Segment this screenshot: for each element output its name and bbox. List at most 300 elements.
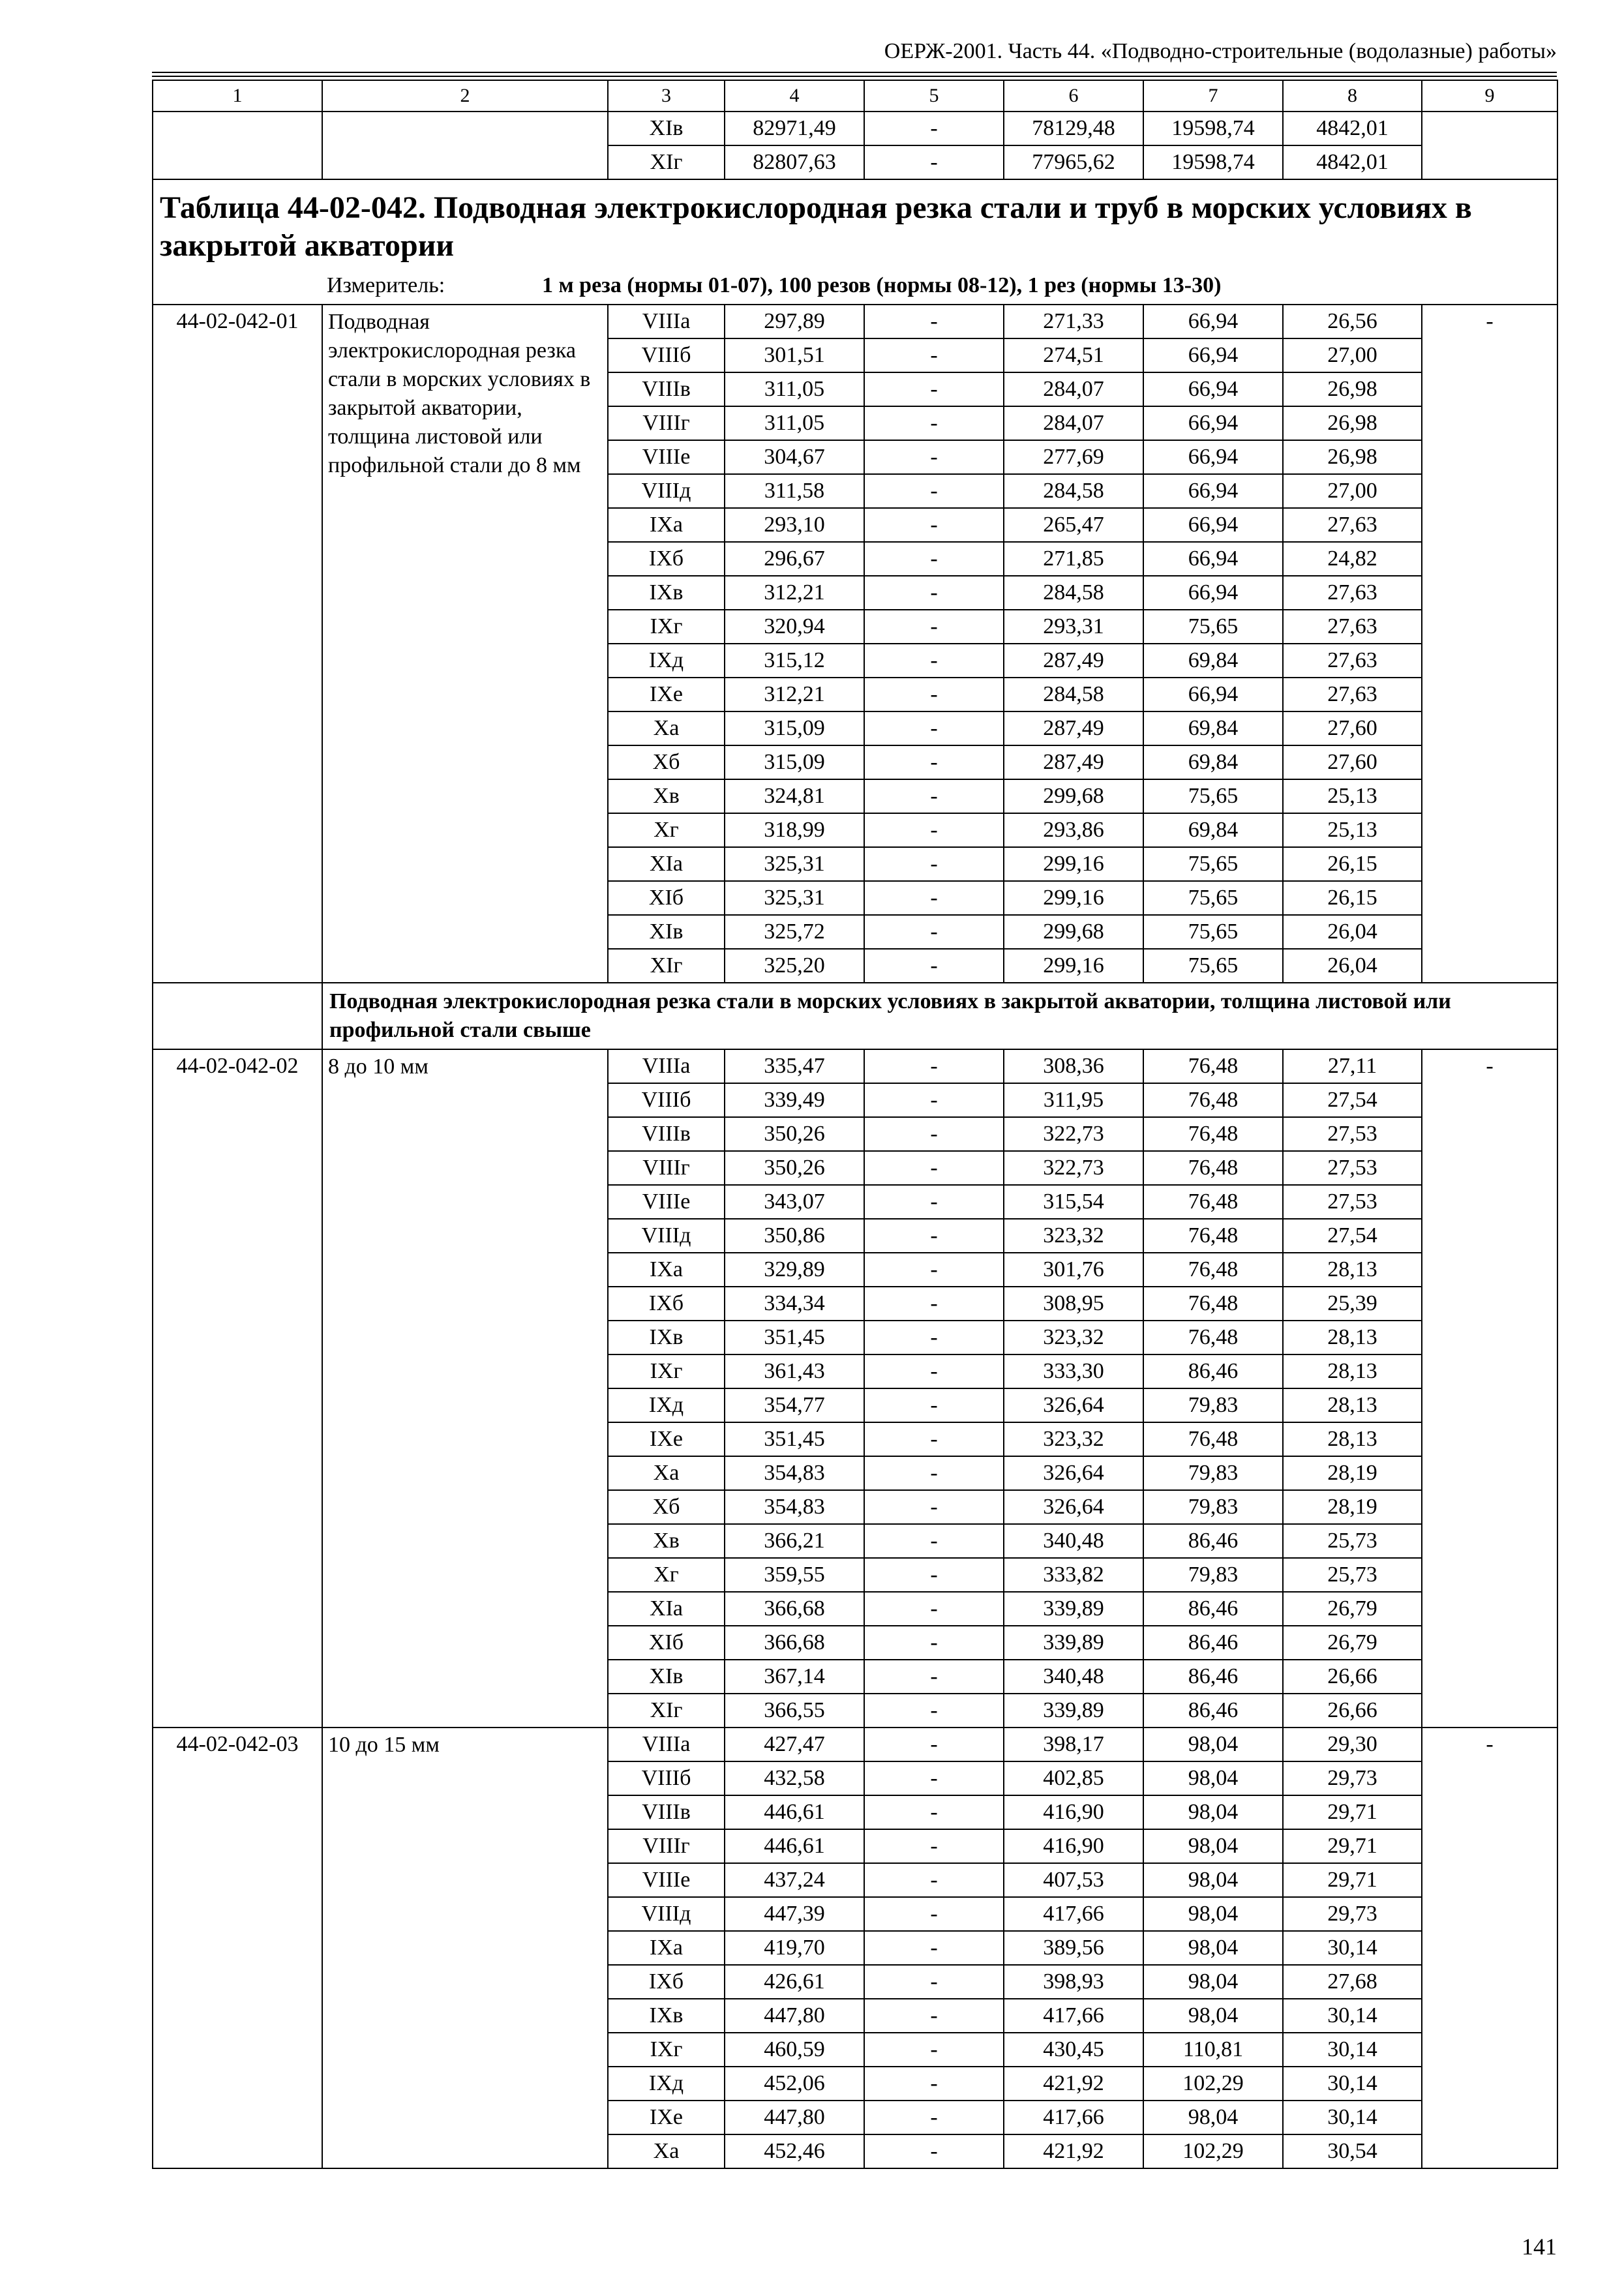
value-cell-col8: 25,73 bbox=[1283, 1558, 1422, 1592]
category-cell: VIIIе bbox=[608, 440, 725, 474]
value-cell-col4: 312,21 bbox=[725, 678, 864, 711]
value-cell-col8: 24,82 bbox=[1283, 542, 1422, 576]
category-cell: VIIIд bbox=[608, 1219, 725, 1253]
value-cell-col5: - bbox=[864, 1761, 1004, 1795]
value-cell-col8: 26,66 bbox=[1283, 1660, 1422, 1694]
value-cell-col5: - bbox=[864, 576, 1004, 610]
value-cell-col8: 26,98 bbox=[1283, 440, 1422, 474]
value-cell-col7: 76,48 bbox=[1143, 1083, 1283, 1117]
value-cell-col5: - bbox=[864, 1829, 1004, 1863]
value-cell-col7: 66,94 bbox=[1143, 372, 1283, 406]
value-cell-col6: 271,85 bbox=[1004, 542, 1143, 576]
category-cell: XIа bbox=[608, 847, 725, 881]
measure-value: 1 м реза (нормы 01-07), 100 резов (нормы 08-12), 1 рез (нормы 13-30) bbox=[542, 273, 1222, 297]
value-cell-col5: - bbox=[864, 2067, 1004, 2101]
norm-code-cell: 44-02-042-01 bbox=[153, 305, 322, 983]
value-cell-col5: - bbox=[864, 542, 1004, 576]
value-cell-col8: 26,04 bbox=[1283, 915, 1422, 949]
value-cell-col6: 299,16 bbox=[1004, 881, 1143, 915]
value-cell-col7: 86,46 bbox=[1143, 1354, 1283, 1388]
value-cell-col6: 322,73 bbox=[1004, 1117, 1143, 1151]
value-cell-col4: 366,21 bbox=[725, 1524, 864, 1558]
value-cell-col6: 315,54 bbox=[1004, 1185, 1143, 1219]
value-cell-col5: - bbox=[864, 881, 1004, 915]
value-cell-col5: - bbox=[864, 1694, 1004, 1728]
value-cell-col4: 447,80 bbox=[725, 2101, 864, 2134]
value-cell-col6: 326,64 bbox=[1004, 1456, 1143, 1490]
value-cell-col6: 284,58 bbox=[1004, 576, 1143, 610]
category-cell: VIIIг bbox=[608, 406, 725, 440]
value-cell-col6: 293,31 bbox=[1004, 610, 1143, 644]
category-cell: VIIIе bbox=[608, 1185, 725, 1219]
value-cell-col7: 75,65 bbox=[1143, 881, 1283, 915]
value-cell-col4: 419,70 bbox=[725, 1931, 864, 1965]
value-cell-col6: 339,89 bbox=[1004, 1592, 1143, 1626]
category-cell: IXв bbox=[608, 1321, 725, 1354]
value-cell-col4: 354,83 bbox=[725, 1456, 864, 1490]
value-cell-col5: - bbox=[864, 1287, 1004, 1321]
value-cell-col7: 76,48 bbox=[1143, 1049, 1283, 1083]
value-cell-col8: 26,98 bbox=[1283, 406, 1422, 440]
value-cell-col7: 86,46 bbox=[1143, 1626, 1283, 1660]
value-cell-col5: - bbox=[864, 372, 1004, 406]
value-cell-col4: 311,58 bbox=[725, 474, 864, 508]
category-cell: Xа bbox=[608, 711, 725, 745]
value-cell-col4: 437,24 bbox=[725, 1863, 864, 1897]
value-cell-col7: 110,81 bbox=[1143, 2033, 1283, 2067]
value-cell-col6: 308,95 bbox=[1004, 1287, 1143, 1321]
value-cell-col5: - bbox=[864, 915, 1004, 949]
value-cell-col6: 78129,48 bbox=[1004, 112, 1143, 145]
subheading-cell: Подводная электрокислородная резка стали в морских условиях в закрытой акватории, толщина листовой или профильной стали свыше bbox=[322, 983, 1557, 1049]
value-cell-col6: 287,49 bbox=[1004, 745, 1143, 779]
column-number: 5 bbox=[864, 80, 1004, 112]
value-cell-col5: - bbox=[864, 1388, 1004, 1422]
value-cell-col4: 311,05 bbox=[725, 372, 864, 406]
value-cell-col8: 4842,01 bbox=[1283, 145, 1422, 179]
value-cell-col5: - bbox=[864, 1626, 1004, 1660]
value-cell-col6: 333,30 bbox=[1004, 1354, 1143, 1388]
category-cell: XIв bbox=[608, 112, 725, 145]
value-cell-col5: - bbox=[864, 813, 1004, 847]
category-cell: VIIIа bbox=[608, 1049, 725, 1083]
category-cell: XIб bbox=[608, 881, 725, 915]
category-cell: VIIIа bbox=[608, 1728, 725, 1761]
value-cell-col7: 75,65 bbox=[1143, 949, 1283, 983]
value-cell-col6: 271,33 bbox=[1004, 305, 1143, 338]
value-cell-col8: 29,73 bbox=[1283, 1897, 1422, 1931]
value-cell-col4: 325,20 bbox=[725, 949, 864, 983]
value-cell-col6: 326,64 bbox=[1004, 1490, 1143, 1524]
category-cell: Xг bbox=[608, 813, 725, 847]
value-cell-col4: 351,45 bbox=[725, 1422, 864, 1456]
value-cell-col8: 26,15 bbox=[1283, 881, 1422, 915]
value-cell-col6: 323,32 bbox=[1004, 1321, 1143, 1354]
value-cell-col8: 4842,01 bbox=[1283, 112, 1422, 145]
column-number: 2 bbox=[322, 80, 608, 112]
value-cell-col4: 447,80 bbox=[725, 1999, 864, 2033]
value-cell-col4: 301,51 bbox=[725, 338, 864, 372]
value-cell-col8: 27,54 bbox=[1283, 1083, 1422, 1117]
table-row bbox=[153, 1728, 1557, 1761]
norm-code-cell: 44-02-042-03 bbox=[153, 1728, 322, 2168]
category-cell: Xб bbox=[608, 1490, 725, 1524]
value-cell-col4: 366,68 bbox=[725, 1626, 864, 1660]
value-cell-col5: - bbox=[864, 711, 1004, 745]
value-cell-col4: 452,46 bbox=[725, 2134, 864, 2168]
value-cell-col8: 27,53 bbox=[1283, 1151, 1422, 1185]
category-cell: IXа bbox=[608, 1253, 725, 1287]
value-cell-col6: 287,49 bbox=[1004, 644, 1143, 678]
value-cell-col5: - bbox=[864, 1592, 1004, 1626]
value-cell-col5: - bbox=[864, 678, 1004, 711]
category-cell: IXе bbox=[608, 1422, 725, 1456]
category-cell: VIIIб bbox=[608, 1761, 725, 1795]
page-number: 141 bbox=[1522, 2234, 1557, 2260]
value-cell-col5: - bbox=[864, 1558, 1004, 1592]
col9-cell bbox=[1422, 112, 1557, 179]
value-cell-col8: 28,19 bbox=[1283, 1456, 1422, 1490]
value-cell-col4: 361,43 bbox=[725, 1354, 864, 1388]
value-cell-col7: 66,94 bbox=[1143, 440, 1283, 474]
category-cell: Xв bbox=[608, 1524, 725, 1558]
category-cell: IXг bbox=[608, 2033, 725, 2067]
value-cell-col8: 30,14 bbox=[1283, 2033, 1422, 2067]
value-cell-col7: 69,84 bbox=[1143, 644, 1283, 678]
value-cell-col6: 293,86 bbox=[1004, 813, 1143, 847]
value-cell-col7: 98,04 bbox=[1143, 2101, 1283, 2134]
value-cell-col8: 28,13 bbox=[1283, 1253, 1422, 1287]
value-cell-col5: - bbox=[864, 1185, 1004, 1219]
value-cell-col8: 29,71 bbox=[1283, 1829, 1422, 1863]
value-cell-col8: 29,73 bbox=[1283, 1761, 1422, 1795]
category-cell: Xв bbox=[608, 779, 725, 813]
value-cell-col4: 343,07 bbox=[725, 1185, 864, 1219]
category-cell: IXб bbox=[608, 542, 725, 576]
value-cell-col8: 28,13 bbox=[1283, 1354, 1422, 1388]
value-cell-col6: 284,58 bbox=[1004, 678, 1143, 711]
value-cell-col6: 340,48 bbox=[1004, 1524, 1143, 1558]
category-cell: IXб bbox=[608, 1965, 725, 1999]
column-number: 7 bbox=[1143, 80, 1283, 112]
value-cell-col8: 26,79 bbox=[1283, 1626, 1422, 1660]
value-cell-col5: - bbox=[864, 1897, 1004, 1931]
value-cell-col4: 460,59 bbox=[725, 2033, 864, 2067]
value-cell-col7: 66,94 bbox=[1143, 305, 1283, 338]
value-cell-col4: 304,67 bbox=[725, 440, 864, 474]
value-cell-col4: 315,09 bbox=[725, 711, 864, 745]
value-cell-col7: 66,94 bbox=[1143, 678, 1283, 711]
value-cell-col8: 27,68 bbox=[1283, 1965, 1422, 1999]
value-cell-col5: - bbox=[864, 406, 1004, 440]
value-cell-col5: - bbox=[864, 2101, 1004, 2134]
value-cell-col6: 417,66 bbox=[1004, 1999, 1143, 2033]
value-cell-col4: 325,72 bbox=[725, 915, 864, 949]
category-cell: VIIIе bbox=[608, 1863, 725, 1897]
value-cell-col4: 354,83 bbox=[725, 1490, 864, 1524]
value-cell-col4: 312,21 bbox=[725, 576, 864, 610]
value-cell-col5: - bbox=[864, 1931, 1004, 1965]
value-cell-col6: 402,85 bbox=[1004, 1761, 1143, 1795]
value-cell-col7: 98,04 bbox=[1143, 1829, 1283, 1863]
column-number: 8 bbox=[1283, 80, 1422, 112]
value-cell-col7: 86,46 bbox=[1143, 1694, 1283, 1728]
value-cell-col5: - bbox=[864, 1253, 1004, 1287]
value-cell-col8: 30,14 bbox=[1283, 1931, 1422, 1965]
value-cell-col4: 367,14 bbox=[725, 1660, 864, 1694]
value-cell-col7: 79,83 bbox=[1143, 1558, 1283, 1592]
value-cell-col4: 334,34 bbox=[725, 1287, 864, 1321]
value-cell-col8: 25,13 bbox=[1283, 779, 1422, 813]
value-cell-col7: 98,04 bbox=[1143, 1728, 1283, 1761]
value-cell-col4: 351,45 bbox=[725, 1321, 864, 1354]
column-number: 3 bbox=[608, 80, 725, 112]
page-header: ОЕРЖ-2001. Часть 44. «Подводно-строительные (водолазные) работы» bbox=[884, 39, 1557, 63]
value-cell-col6: 284,07 bbox=[1004, 406, 1143, 440]
value-cell-col6: 339,89 bbox=[1004, 1626, 1143, 1660]
table-title: Таблица 44-02-042. Подводная электрокислородная резка стали и труб в морских условиях в закрытой акватории bbox=[160, 190, 1472, 263]
value-cell-col8: 27,11 bbox=[1283, 1049, 1422, 1083]
norm-code-cell: 44-02-042-02 bbox=[153, 1049, 322, 1728]
value-cell-col7: 79,83 bbox=[1143, 1456, 1283, 1490]
value-cell-col5: - bbox=[864, 2134, 1004, 2168]
value-cell-col8: 27,53 bbox=[1283, 1185, 1422, 1219]
value-cell-col4: 452,06 bbox=[725, 2067, 864, 2101]
value-cell-col5: - bbox=[864, 1321, 1004, 1354]
value-cell-col6: 421,92 bbox=[1004, 2134, 1143, 2168]
value-cell-col7: 69,84 bbox=[1143, 711, 1283, 745]
column-number: 1 bbox=[153, 80, 322, 112]
value-cell-col7: 86,46 bbox=[1143, 1592, 1283, 1626]
col9-cell: - bbox=[1422, 1728, 1557, 2168]
category-cell: XIг bbox=[608, 949, 725, 983]
category-cell: XIб bbox=[608, 1626, 725, 1660]
value-cell-col8: 30,54 bbox=[1283, 2134, 1422, 2168]
value-cell-col5: - bbox=[864, 610, 1004, 644]
value-cell-col6: 333,82 bbox=[1004, 1558, 1143, 1592]
subheading-empty-cell bbox=[153, 983, 322, 1049]
value-cell-col5: - bbox=[864, 1219, 1004, 1253]
value-cell-col4: 329,89 bbox=[725, 1253, 864, 1287]
value-cell-col6: 398,93 bbox=[1004, 1965, 1143, 1999]
value-cell-col4: 297,89 bbox=[725, 305, 864, 338]
value-cell-col7: 75,65 bbox=[1143, 847, 1283, 881]
value-cell-col8: 28,13 bbox=[1283, 1388, 1422, 1422]
category-cell: XIв bbox=[608, 915, 725, 949]
value-cell-col6: 398,17 bbox=[1004, 1728, 1143, 1761]
value-cell-col8: 26,79 bbox=[1283, 1592, 1422, 1626]
value-cell-col7: 66,94 bbox=[1143, 542, 1283, 576]
category-cell: IXб bbox=[608, 1287, 725, 1321]
value-cell-col6: 77965,62 bbox=[1004, 145, 1143, 179]
value-cell-col7: 75,65 bbox=[1143, 915, 1283, 949]
value-cell-col7: 66,94 bbox=[1143, 338, 1283, 372]
measure-label: Измеритель: bbox=[327, 273, 445, 297]
value-cell-col7: 76,48 bbox=[1143, 1287, 1283, 1321]
value-cell-col7: 76,48 bbox=[1143, 1151, 1283, 1185]
value-cell-col4: 325,31 bbox=[725, 881, 864, 915]
table-row bbox=[153, 305, 1557, 338]
value-cell-col8: 29,30 bbox=[1283, 1728, 1422, 1761]
value-cell-col6: 308,36 bbox=[1004, 1049, 1143, 1083]
value-cell-col7: 69,84 bbox=[1143, 745, 1283, 779]
value-cell-col4: 427,47 bbox=[725, 1728, 864, 1761]
value-cell-col6: 417,66 bbox=[1004, 2101, 1143, 2134]
table-body bbox=[153, 80, 1557, 2168]
value-cell-col5: - bbox=[864, 1354, 1004, 1388]
value-cell-col4: 366,68 bbox=[725, 1592, 864, 1626]
category-cell: VIIIа bbox=[608, 305, 725, 338]
value-cell-col4: 366,55 bbox=[725, 1694, 864, 1728]
value-cell-col4: 320,94 bbox=[725, 610, 864, 644]
value-cell-col7: 76,48 bbox=[1143, 1185, 1283, 1219]
value-cell-col4: 447,39 bbox=[725, 1897, 864, 1931]
category-cell: IXе bbox=[608, 2101, 725, 2134]
value-cell-col5: - bbox=[864, 145, 1004, 179]
value-cell-col8: 30,14 bbox=[1283, 2067, 1422, 2101]
value-cell-col8: 27,60 bbox=[1283, 745, 1422, 779]
category-cell: IXд bbox=[608, 644, 725, 678]
value-cell-col5: - bbox=[864, 1422, 1004, 1456]
category-cell: VIIIв bbox=[608, 1117, 725, 1151]
value-cell-col4: 339,49 bbox=[725, 1083, 864, 1117]
value-cell-col4: 315,12 bbox=[725, 644, 864, 678]
value-cell-col7: 98,04 bbox=[1143, 1761, 1283, 1795]
value-cell-col5: - bbox=[864, 847, 1004, 881]
value-cell-col8: 27,63 bbox=[1283, 678, 1422, 711]
value-cell-col8: 27,63 bbox=[1283, 644, 1422, 678]
value-cell-col7: 79,83 bbox=[1143, 1388, 1283, 1422]
value-cell-col5: - bbox=[864, 338, 1004, 372]
value-cell-col7: 98,04 bbox=[1143, 1965, 1283, 1999]
value-cell-col4: 446,61 bbox=[725, 1795, 864, 1829]
value-cell-col8: 25,13 bbox=[1283, 813, 1422, 847]
value-cell-col4: 293,10 bbox=[725, 508, 864, 542]
measure-line bbox=[160, 271, 1550, 300]
value-cell-col4: 359,55 bbox=[725, 1558, 864, 1592]
value-cell-col7: 66,94 bbox=[1143, 406, 1283, 440]
value-cell-col7: 69,84 bbox=[1143, 813, 1283, 847]
value-cell-col5: - bbox=[864, 508, 1004, 542]
code-cell bbox=[153, 112, 322, 179]
value-cell-col5: - bbox=[864, 1863, 1004, 1897]
value-cell-col7: 76,48 bbox=[1143, 1219, 1283, 1253]
value-cell-col5: - bbox=[864, 440, 1004, 474]
value-cell-col7: 66,94 bbox=[1143, 508, 1283, 542]
table-title-cell bbox=[153, 179, 1557, 305]
category-cell: IXв bbox=[608, 1999, 725, 2033]
category-cell: IXд bbox=[608, 1388, 725, 1422]
value-cell-col5: - bbox=[864, 779, 1004, 813]
value-cell-col5: - bbox=[864, 949, 1004, 983]
value-cell-col6: 416,90 bbox=[1004, 1829, 1143, 1863]
value-cell-col6: 299,68 bbox=[1004, 915, 1143, 949]
value-cell-col8: 27,00 bbox=[1283, 338, 1422, 372]
category-cell: IXа bbox=[608, 1931, 725, 1965]
value-cell-col8: 25,73 bbox=[1283, 1524, 1422, 1558]
category-cell: VIIIб bbox=[608, 338, 725, 372]
value-cell-col6: 284,07 bbox=[1004, 372, 1143, 406]
value-cell-col7: 66,94 bbox=[1143, 576, 1283, 610]
value-cell-col5: - bbox=[864, 1965, 1004, 1999]
value-cell-col6: 323,32 bbox=[1004, 1219, 1143, 1253]
value-cell-col5: - bbox=[864, 1083, 1004, 1117]
category-cell: VIIIв bbox=[608, 1795, 725, 1829]
value-cell-col8: 28,19 bbox=[1283, 1490, 1422, 1524]
value-cell-col4: 324,81 bbox=[725, 779, 864, 813]
value-cell-col8: 28,13 bbox=[1283, 1321, 1422, 1354]
value-cell-col8: 27,63 bbox=[1283, 508, 1422, 542]
column-number-row bbox=[153, 80, 1557, 112]
category-cell: VIIIб bbox=[608, 1083, 725, 1117]
value-cell-col7: 98,04 bbox=[1143, 1999, 1283, 2033]
value-cell-col4: 325,31 bbox=[725, 847, 864, 881]
value-cell-col4: 335,47 bbox=[725, 1049, 864, 1083]
header-rule bbox=[152, 72, 1557, 77]
value-cell-col6: 421,92 bbox=[1004, 2067, 1143, 2101]
value-cell-col7: 76,48 bbox=[1143, 1321, 1283, 1354]
name-cell bbox=[322, 112, 608, 179]
value-cell-col5: - bbox=[864, 305, 1004, 338]
value-cell-col8: 27,63 bbox=[1283, 610, 1422, 644]
value-cell-col7: 76,48 bbox=[1143, 1422, 1283, 1456]
category-cell: Xб bbox=[608, 745, 725, 779]
value-cell-col7: 66,94 bbox=[1143, 474, 1283, 508]
value-cell-col4: 426,61 bbox=[725, 1965, 864, 1999]
category-cell: IXа bbox=[608, 508, 725, 542]
table-title-row bbox=[153, 179, 1557, 305]
column-number: 4 bbox=[725, 80, 864, 112]
value-cell-col7: 98,04 bbox=[1143, 1897, 1283, 1931]
value-cell-col4: 311,05 bbox=[725, 406, 864, 440]
subheading-row bbox=[153, 983, 1557, 1049]
value-cell-col8: 29,71 bbox=[1283, 1795, 1422, 1829]
category-cell: VIIIв bbox=[608, 372, 725, 406]
value-cell-col6: 299,16 bbox=[1004, 847, 1143, 881]
value-cell-col6: 339,89 bbox=[1004, 1694, 1143, 1728]
category-cell: VIIIд bbox=[608, 474, 725, 508]
value-cell-col4: 350,26 bbox=[725, 1151, 864, 1185]
value-cell-col4: 296,67 bbox=[725, 542, 864, 576]
value-cell-col6: 430,45 bbox=[1004, 2033, 1143, 2067]
value-cell-col7: 76,48 bbox=[1143, 1253, 1283, 1287]
value-cell-col7: 19598,74 bbox=[1143, 145, 1283, 179]
value-cell-col8: 26,66 bbox=[1283, 1694, 1422, 1728]
value-cell-col7: 19598,74 bbox=[1143, 112, 1283, 145]
value-cell-col8: 27,54 bbox=[1283, 1219, 1422, 1253]
column-number: 6 bbox=[1004, 80, 1143, 112]
value-cell-col8: 26,98 bbox=[1283, 372, 1422, 406]
category-cell: XIв bbox=[608, 1660, 725, 1694]
value-cell-col4: 315,09 bbox=[725, 745, 864, 779]
category-cell: VIIIг bbox=[608, 1151, 725, 1185]
category-cell: Xа bbox=[608, 1456, 725, 1490]
value-cell-col6: 416,90 bbox=[1004, 1795, 1143, 1829]
value-cell-col5: - bbox=[864, 1999, 1004, 2033]
value-cell-col8: 26,15 bbox=[1283, 847, 1422, 881]
norm-name-cell: Подводная электрокислородная резка стали в морских условиях в закрытой акватории, толщина листовой или профильной стали до 8 мм bbox=[322, 305, 608, 983]
value-cell-col7: 76,48 bbox=[1143, 1117, 1283, 1151]
value-cell-col6: 277,69 bbox=[1004, 440, 1143, 474]
value-cell-col4: 446,61 bbox=[725, 1829, 864, 1863]
value-cell-col8: 30,14 bbox=[1283, 1999, 1422, 2033]
value-cell-col5: - bbox=[864, 745, 1004, 779]
value-cell-col8: 25,39 bbox=[1283, 1287, 1422, 1321]
value-cell-col8: 30,14 bbox=[1283, 2101, 1422, 2134]
norms-table bbox=[152, 80, 1558, 2169]
value-cell-col4: 82807,63 bbox=[725, 145, 864, 179]
value-cell-col4: 82971,49 bbox=[725, 112, 864, 145]
